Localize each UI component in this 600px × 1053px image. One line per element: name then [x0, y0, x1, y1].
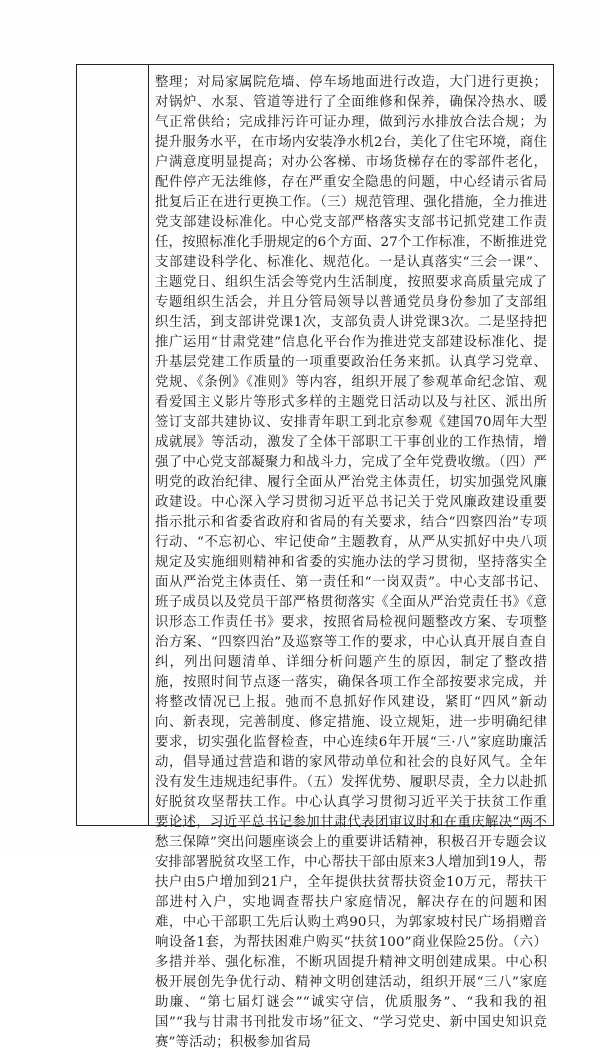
form-table: [76, 64, 554, 1050]
content-cell: [155, 73, 547, 1053]
body-paragraph: 整理；对局家属院危墙、停车场地面进行改造，大门进行更换；对锅炉、水泵、管道等进行了全面维修和保养，确保冷热水、暖气正常供给；完成排污许可证办理，做到污水排放合法合规；为提升服务水平，在市场内安装净水机2台，美化了住宅环境，商住户满意度明显提高；对办公客梯、市场货梯存在的零部件老化，配件停产无法维修，存在严重安全隐患的问题，中心经请示省局批复后正在进行更换工作。（三）规范管理、强化措施，全力推进党支部建设标准化。中心党支部严格落实支部书记抓党建工作责任，按照标准化手册规定的6个方面、27个工作标准，不断推进党支部建设科学化、标准化、规范化。一是认真落实“三会一课”、主题党日、组织生活会等党内生活制度，按照要求高质量完成了专题组织生活会，并且分管局领导以普通党员身份参加了支部组织生活，到支部讲党课1次，支部负责人讲党课3次。二是坚持把推广运用“甘肃党建”信息化平台作为推进党支部建设标准化、提升基层党建工作质量的一项重要政治任务来抓。认真学习党章、党规、《条例》《准则》等内容，组织开展了参观革命纪念馆、观看爱国主义影片等形式多样的主题党日活动以及与社区、派出所签订支部共建协议、安排青年职工到北京参观《建国70周年大型成就展》等活动，激发了全体干部职工干事创业的工作热情，增强了中心党支部凝聚力和战斗力，完成了全年党费收缴。（四）严明党的政治纪律、履行全面从严治党主体责任，切实加强党风廉政建设。中心深入学习贯彻习近平总书记关于党风廉政建设重要指示批示和省委省政府和省局的有关要求，结合“四察四治”专项行动、“不忘初心、牢记使命”主题教育，从严从实抓好中央八项规定及实施细则精神和省委的实施办法的学习贯彻，坚持落实全面从严治党主体责任、第一责任和“一岗双责”。中心支部书记、班子成员以及党员干部严格贯彻落实《全面从严治党责任书》《意识形态工作责任书》要求，按照省局检视问题整改方案、专项整治方案、“四察四治”及巡察等工作的要求，中心认真开展自查自纠，列出问题清单、详细分析问题产生的原因，制定了整改措施，按照时间节点逐一落实，确保各项工作全部按要求完成，并将整改情况已上报。弛而不息抓好作风建设，紧盯“四风”新动向、新表现，完善制度、修定措施、设立规矩，进一步明确纪律要求，切实强化监督检查，中心连续6年开展“三·八”家庭助廉活动，倡导通过营造和谐的家风带动单位和社会的良好风气。全年没有发生违规违纪事件。（五）发挥优势、履职尽责，全力以赴抓好脱贫攻坚帮扶工作。中心认真学习贯彻习近平关于扶贫工作重要论述，习近平总书记参加甘肃代表团审议时和在重庆解决“两不愁三保障”突出问题座谈会上的重要讲话精神，积极召开专题会议安排部署脱贫攻坚工作，中心帮扶干部由原来3人增加到19人，帮扶户由5户增加到21户，全年提供扶贫帮扶资金10万元，帮扶干部进村入户，实地调查帮扶户家庭情况，解决存在的问题和困难，中心干部职工先后认购土鸡90只，为郭家坡村民广场捐赠音响设备1套，为帮扶困难户购买“扶贫100”商业保险25份。（六）多措并举、强化标准，不断巩固提升精神文明创建成果。中心积极开展创先争优行动、精神文明创建活动，组织开展“三八”家庭助廉、“第七届灯谜会”“诚实守信，优质服务”、“我和我的祖国”“我与甘肃书刊批发市场”征文、“学习党史、新中国史知识竞赛”等活动；积极参加省局: [155, 75, 547, 1050]
label-column: [77, 65, 149, 825]
